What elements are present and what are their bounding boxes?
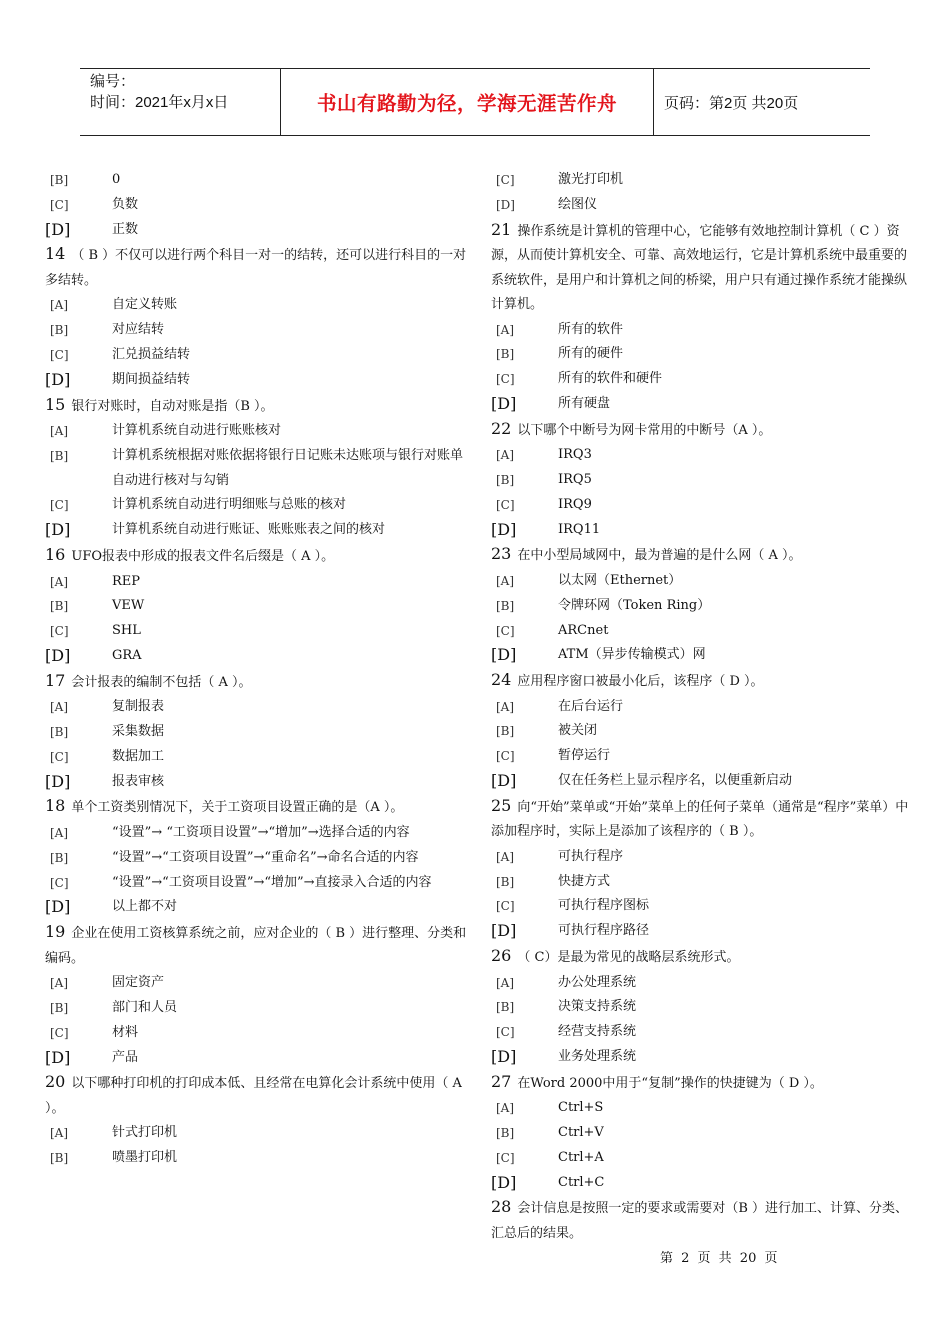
option-text: 数据加工 [112,748,165,764]
question-number: 23 [491,544,512,564]
option-label: [A] [496,448,515,463]
option-label: [A] [50,574,69,589]
option-label: [A] [496,573,515,588]
option-text: 喷墨打印机 [112,1150,178,1166]
option-label: [B] [496,473,515,488]
option-text: 负数 [112,196,139,212]
answer-option [491,518,916,543]
option-text: 复制报表 [112,699,165,715]
question [491,218,916,318]
option-label: [D] [491,519,517,539]
question-number: 25 [491,795,512,815]
question [45,242,470,293]
option-label: [C] [50,498,69,513]
option-text: 经营支持系统 [558,1024,637,1040]
option-label: [B] [50,725,69,740]
option-text: “设置”→ “工资项目设置”→“增加”→选择合适的内容 [112,824,410,840]
option-text: Ctrl+S [558,1100,604,1116]
option-label: [B] [50,323,69,338]
option-text: IRQ9 [558,496,592,512]
option-text: 所有的硬件 [558,346,624,362]
question [45,393,470,420]
option-label: [A] [50,825,69,840]
question [45,794,470,821]
question-number: 27 [491,1071,512,1091]
document-time-label: 时间：2021年x月x日 [90,94,229,111]
option-text: IRQ3 [558,447,592,463]
question-number: 19 [45,922,66,942]
option-text: IRQ11 [558,521,601,537]
option-text: 材料 [112,1024,139,1040]
right-column [491,168,916,1246]
option-label: [C] [496,372,515,387]
answer-option [491,594,916,619]
option-label: [C] [496,749,515,764]
option-label: [D] [45,520,71,540]
question-number: 24 [491,670,512,690]
option-text: VEW [112,598,145,614]
option-text: 部门和人员 [112,999,178,1015]
answer-option [491,569,916,594]
question-text: 操作系统是计算机的管理中心，它能够有效地控制计算机（ C ）资源，从而使计算机安全、可靠、高效地运行，它是计算机系统中最重要的系统软件，是用户和计算机之间的桥梁，用户只有通过操作系统才能操纵计算机。 [491,223,908,313]
question [491,542,916,569]
question-text: 银行对账时，自动对账是指（B ）。 [71,398,274,414]
header-page-number: 页码：第2页 共20页 [664,94,799,112]
question-text: 在中小型局域网中，最为普遍的是什么网（ A ）。 [517,548,802,564]
question-text: 向“开始”菜单或“开始”菜单上的任何子菜单（通常是“程序”菜单）中添加程序时，实际上是添加了该程序的（ B ）。 [491,799,909,840]
header-page-cell [654,69,870,135]
option-text: 以太网（Ethernet） [558,572,682,588]
page-footer: 第 2 页 共 20 页 [660,1251,778,1266]
answer-option [491,1020,916,1045]
option-label: [A] [496,699,515,714]
option-text: 被关闭 [558,723,598,739]
answer-option [491,493,916,518]
answer-option [491,367,916,392]
option-text: IRQ5 [558,472,592,488]
option-label: [C] [496,623,515,638]
option-text: 以上都不对 [112,899,178,915]
answer-option [491,845,916,870]
answer-option [45,218,470,243]
header-meta [80,69,280,135]
option-label: [B] [50,1151,69,1166]
question-text: 应用程序窗口被最小化后，该程序（ D ）。 [517,674,764,690]
answer-option [45,168,470,193]
document-number-label: 编号： [90,73,136,90]
option-text: ATM（异步传输模式）网 [558,647,706,663]
answer-option [491,468,916,493]
option-label: [B] [50,850,69,865]
option-text: 期间损益结转 [112,371,191,387]
option-label: [A] [50,700,69,715]
option-text: 可执行程序 [558,848,624,864]
answer-option [45,1046,470,1071]
option-label: [C] [50,197,69,212]
option-label: [D] [45,369,71,389]
answer-option [45,745,470,770]
answer-option [491,971,916,996]
question-text: 会计信息是按照一定的要求或需要对（B ）进行加工、计算、分类、汇总后的结果。 [491,1201,909,1241]
option-label: [D] [45,897,71,917]
answer-option [45,1121,470,1146]
question [45,543,470,570]
answer-option [45,318,470,343]
answer-option [45,895,470,920]
option-text: 可执行程序路径 [558,923,650,939]
option-label: [B] [496,724,515,739]
answer-option [45,594,470,619]
question-text: 会计报表的编制不包括（ A ）。 [71,674,252,690]
answer-option [491,1146,916,1171]
answer-option [491,342,916,367]
answer-option [45,971,470,996]
answer-option [45,996,470,1021]
question-text: 以下哪个中断号为网卡常用的中断号（A ）。 [517,422,772,438]
question-number: 17 [45,670,66,690]
option-label: [A] [496,975,515,990]
answer-option [45,293,470,318]
option-text: 固定资产 [112,975,165,991]
option-text: 在后台运行 [558,698,624,714]
option-text: “设置”→“工资项目设置”→“重命名”→命名合适的内容 [112,849,419,865]
option-text: SHL [112,623,141,639]
question [491,794,916,845]
option-text: 激光打印机 [558,172,624,187]
question-number: 20 [45,1072,66,1092]
option-label: [C] [50,347,69,362]
answer-option [491,1045,916,1070]
answer-option [45,570,470,595]
answer-option [491,695,916,720]
answer-option [491,870,916,895]
answer-option [45,720,470,745]
option-label: [D] [45,645,71,665]
option-label: [C] [496,497,515,512]
option-text: REP [112,573,141,589]
answer-option [491,744,916,769]
answer-option [45,368,470,393]
question-text: 企业在使用工资核算系统之前，应对企业的（ B ）进行整理、分类和编码。 [45,926,467,966]
answer-option [45,1021,470,1046]
option-label: [C] [50,1025,69,1040]
answer-option [45,644,470,669]
option-text: Ctrl+V [558,1125,604,1141]
question-number: 22 [491,418,512,438]
option-text: “设置”→“工资项目设置”→“增加”→直接录入合适的内容 [112,874,432,890]
answer-option [45,518,470,543]
option-text: 计算机系统自动进行明细账与总账的核对 [112,497,347,513]
option-text: 业务处理系统 [558,1048,637,1064]
option-label: [B] [50,173,69,187]
header-motto-cell [280,69,654,135]
option-text: 产品 [112,1049,139,1065]
question [491,944,916,971]
header-motto: 书山有路勤为径，学海无涯苦作舟 [316,92,617,115]
answer-option [491,643,916,668]
question [491,1070,916,1097]
option-text: Ctrl+A [558,1149,604,1165]
question [491,668,916,695]
answer-option [45,821,470,846]
option-label: [A] [50,1126,69,1141]
option-label: [B] [496,598,515,613]
question-number: 21 [491,219,512,239]
option-label: [A] [496,322,515,337]
question-number: 16 [45,545,66,565]
option-text: 针式打印机 [112,1125,178,1141]
answer-option [491,443,916,468]
question-number: 18 [45,796,66,816]
option-label: [B] [50,599,69,614]
option-text: 决策支持系统 [558,999,637,1015]
option-text: ARCnet [558,622,609,638]
option-label: [A] [496,1101,515,1116]
option-text: 正数 [112,221,139,237]
answer-option [45,193,470,218]
option-label: [C] [496,173,515,187]
answer-option [491,619,916,644]
option-text: 绘图仪 [558,196,598,212]
option-text: 令牌环网（Token Ring） [558,597,711,613]
option-label: [B] [50,1000,69,1015]
question-text: 在Word 2000中用于“复制”操作的快捷键为（ D ）。 [517,1075,823,1091]
option-text: Ctrl+C [558,1174,605,1190]
option-label: [B] [496,1000,515,1015]
option-text: 计算机系统根据对账依据将银行日记账未达账项与银行对账单自动进行核对与勾销 [112,447,464,488]
answer-option [45,871,470,896]
option-label: [D] [45,1047,71,1067]
option-text: 仅在任务栏上显示程序名，以便重新启动 [558,773,793,789]
option-label: [C] [50,749,69,764]
question-text: 以下哪种打印机的打印成本低、且经常在电算化会计系统中使用（ A ）。 [45,1076,462,1116]
answer-option [491,168,916,193]
answer-option [491,894,916,919]
question [491,417,916,444]
question-number: 15 [45,394,66,414]
answer-option [491,919,916,944]
option-label: [A] [50,298,69,313]
option-text: 对应结转 [112,322,165,338]
option-label: [D] [491,771,517,791]
answer-option [491,769,916,794]
answer-option [45,419,470,444]
answer-option [45,770,470,795]
option-label: [C] [50,624,69,639]
option-text: 汇兑损益结转 [112,346,191,362]
answer-option [45,493,470,518]
question [45,1070,470,1121]
option-text: GRA [112,647,142,663]
answer-option [45,1146,470,1171]
option-label: [C] [50,875,69,890]
question [45,920,470,971]
option-text: 所有的软件 [558,321,624,337]
option-label: [D] [491,1172,517,1192]
answer-option [45,343,470,368]
option-label: [B] [496,347,515,362]
option-label: [D] [45,219,71,239]
answer-option [491,318,916,343]
option-label: [C] [496,1150,515,1165]
answer-option [491,1096,916,1121]
answer-option [491,193,916,218]
question-number: 28 [491,1197,512,1217]
left-column [45,168,470,1171]
answer-option [491,1171,916,1196]
option-label: [B] [496,1126,515,1141]
option-label: [C] [496,1025,515,1040]
answer-option [45,846,470,871]
option-text: 采集数据 [112,724,165,740]
question-text: 单个工资类别情况下，关于工资项目设置正确的是（A ）。 [71,800,404,816]
option-label: [D] [491,645,517,665]
question-number: 14 [45,244,66,264]
option-text: 办公处理系统 [558,974,637,990]
answer-option [491,1121,916,1146]
option-text: 可执行程序图标 [558,898,650,914]
answer-option [491,392,916,417]
option-label: [A] [50,976,69,991]
question-number: 26 [491,946,512,966]
answer-option [491,995,916,1020]
answer-option [491,719,916,744]
option-text: 快捷方式 [558,873,611,889]
option-label: [C] [496,899,515,914]
option-label: [A] [496,849,515,864]
option-label: [D] [491,393,517,413]
question-text: （ C）是最为常见的战略层系统形式。 [517,950,740,966]
option-label: [A] [50,424,69,439]
option-text: 计算机系统自动进行账证、账账账表之间的核对 [112,522,386,538]
option-label: [B] [496,874,515,889]
option-text: 计算机系统自动进行账账核对 [112,423,282,439]
option-text: 自定义转账 [112,297,178,313]
page-header [80,68,870,136]
option-label: [D] [496,197,515,212]
option-label: [D] [45,771,71,791]
answer-option [45,695,470,720]
question-text: （ B ）不仅可以进行两个科目一对一的结转，还可以进行科目的一对多结转。 [45,248,467,288]
option-text: 暂停运行 [558,748,611,764]
question [45,669,470,696]
answer-option [45,444,470,494]
option-text: 0 [112,172,121,187]
option-label: [D] [491,921,517,941]
option-text: 所有硬盘 [558,395,611,411]
question-text: UFO报表中形成的报表文件名后缀是（ A ）。 [71,549,335,565]
option-text: 所有的软件和硬件 [558,371,663,387]
answer-option [45,619,470,644]
option-label: [D] [491,1046,517,1066]
question [491,1195,916,1246]
option-label: [B] [50,448,69,463]
option-text: 报表审核 [112,773,165,789]
